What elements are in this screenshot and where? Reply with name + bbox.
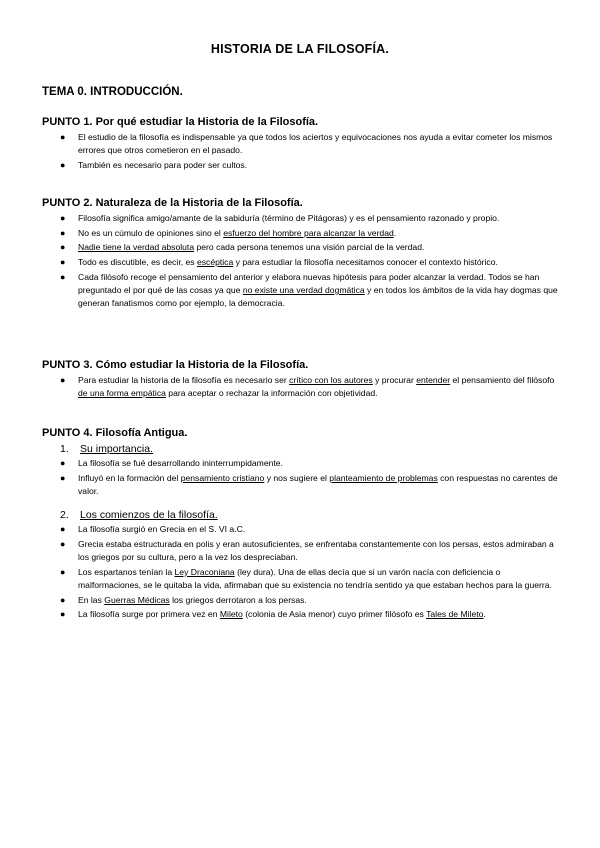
punto-1-title: PUNTO 1. Por qué estudiar la Historia de la Filosofía. (42, 116, 319, 128)
punto-3-title: PUNTO 3. Cómo estudiar la Historia de la Filosofía. (42, 359, 309, 371)
bullet-icon: ● (60, 159, 66, 170)
punto-4-title: PUNTO 4. Filosofía Antigua. (42, 427, 188, 439)
bullet-icon: ● (60, 227, 66, 238)
subsection-2-list (42, 523, 562, 621)
list-item: ● Para estudiar la historia de la filosofía es necesario ser crítico con los autores y procurar entender el pensamiento del filósofo de una forma empática para aceptar o rechazar la información con objetividad. (60, 375, 555, 399)
list-item: ● La filosofía se fué desarrollando ininterrumpidamente. (42, 457, 562, 470)
list-item: ● Todo es discutible, es decir, es escéptica y para estudiar la filosofía necesitamos conocer el contexto histórico. (42, 256, 562, 269)
bullet-icon: ● (60, 524, 66, 535)
tema-heading: TEMA 0. INTRODUCCIÓN. (42, 86, 183, 98)
list-item: ● También es necesario para poder ser cultos. (42, 159, 562, 172)
list-item: ● Cada filósofo recoge el pensamiento del anterior y elabora nuevas hipótesis para poder alcanzar la verdad. Todos se han preguntado el por qué de las cosas ya que no existe una verdad dogmática y en todos los ámbitos de la vida hay dogmas que generan fanatismos como por ejemplo, la democracia. (60, 271, 558, 309)
list-item: ● Los espartanos tenían la Ley Draconiana (ley dura). Una de ellas decía que si un varón nacía con deficiencia o malformaciones, se le quitaba la vida, afirmaban que su existencia no tendría sentido ya que estaban hechos para la guerra. (60, 566, 552, 590)
bullet-icon: ● (60, 271, 66, 282)
punto-2-section (42, 196, 562, 312)
punto-1-section (42, 115, 562, 174)
subsection-2-heading: 2. Los comienzos de la filosofía. (60, 509, 218, 522)
bullet-icon: ● (60, 594, 66, 605)
list-item: ● La filosofía surge por primera vez en Mileto (colonia de Asia menor) cuyo primer filósofo es Tales de Mileto. (42, 608, 562, 621)
punto-2-list (42, 212, 562, 310)
punto-4-section (42, 426, 562, 623)
subsection-1-list (42, 457, 562, 498)
bullet-icon: ● (60, 458, 66, 468)
list-item: ● Nadie tiene la verdad absoluta pero cada persona tenemos una visión parcial de la verdad. (42, 241, 562, 254)
list-item: ● El estudio de la filosofía es indispensable ya que todos los aciertos y equivocaciones nos ayuda a evitar cometer los mismos errores que otros cometieron en el pasado. (60, 132, 553, 156)
bullet-icon: ● (60, 375, 66, 385)
punto-3-section (42, 358, 562, 402)
punto-1-list (42, 131, 562, 172)
bullet-icon: ● (60, 609, 66, 620)
bullet-icon: ● (60, 132, 66, 142)
bullet-icon: ● (60, 213, 66, 223)
bullet-icon: ● (60, 472, 66, 483)
punto-2-title: PUNTO 2. Naturaleza de la Historia de la Filosofía. (42, 197, 303, 209)
bullet-icon: ● (60, 257, 66, 268)
subsection-1-heading: 1. Su importancia. (60, 443, 153, 455)
bullet-icon: ● (60, 538, 66, 549)
punto-3-list (42, 374, 562, 400)
list-item: ● Influyó en la formación del pensamiento cristiano y nos sugiere el planteamiento de problemas con respuestas no carentes de valor. (60, 472, 558, 496)
bullet-icon: ● (60, 566, 66, 577)
document-title: HISTORIA DE LA FILOSOFÍA. (210, 42, 390, 56)
list-item: ● La filosofía surgió en Grecia en el S. VI a.C. (42, 523, 562, 536)
list-item: ● No es un cúmulo de opiniones sino el esfuerzo del hombre para alcanzar la verdad. (42, 227, 562, 240)
list-item: ● En las Guerras Médicas los griegos derrotaron a los persas. (42, 594, 562, 607)
list-item: ● Grecia estaba estructurada en polis y eran autosuficientes, se enfrentaba constantemente con los persas, estos admiraban a los griegos por su cultura, pero a la vez los despreciaban. (60, 538, 554, 563)
list-item: ● Filosofía significa amigo/amante de la sabiduría (término de Pitágoras) y es el pensamiento razonado y propio. (42, 212, 562, 225)
bullet-icon: ● (60, 242, 66, 253)
